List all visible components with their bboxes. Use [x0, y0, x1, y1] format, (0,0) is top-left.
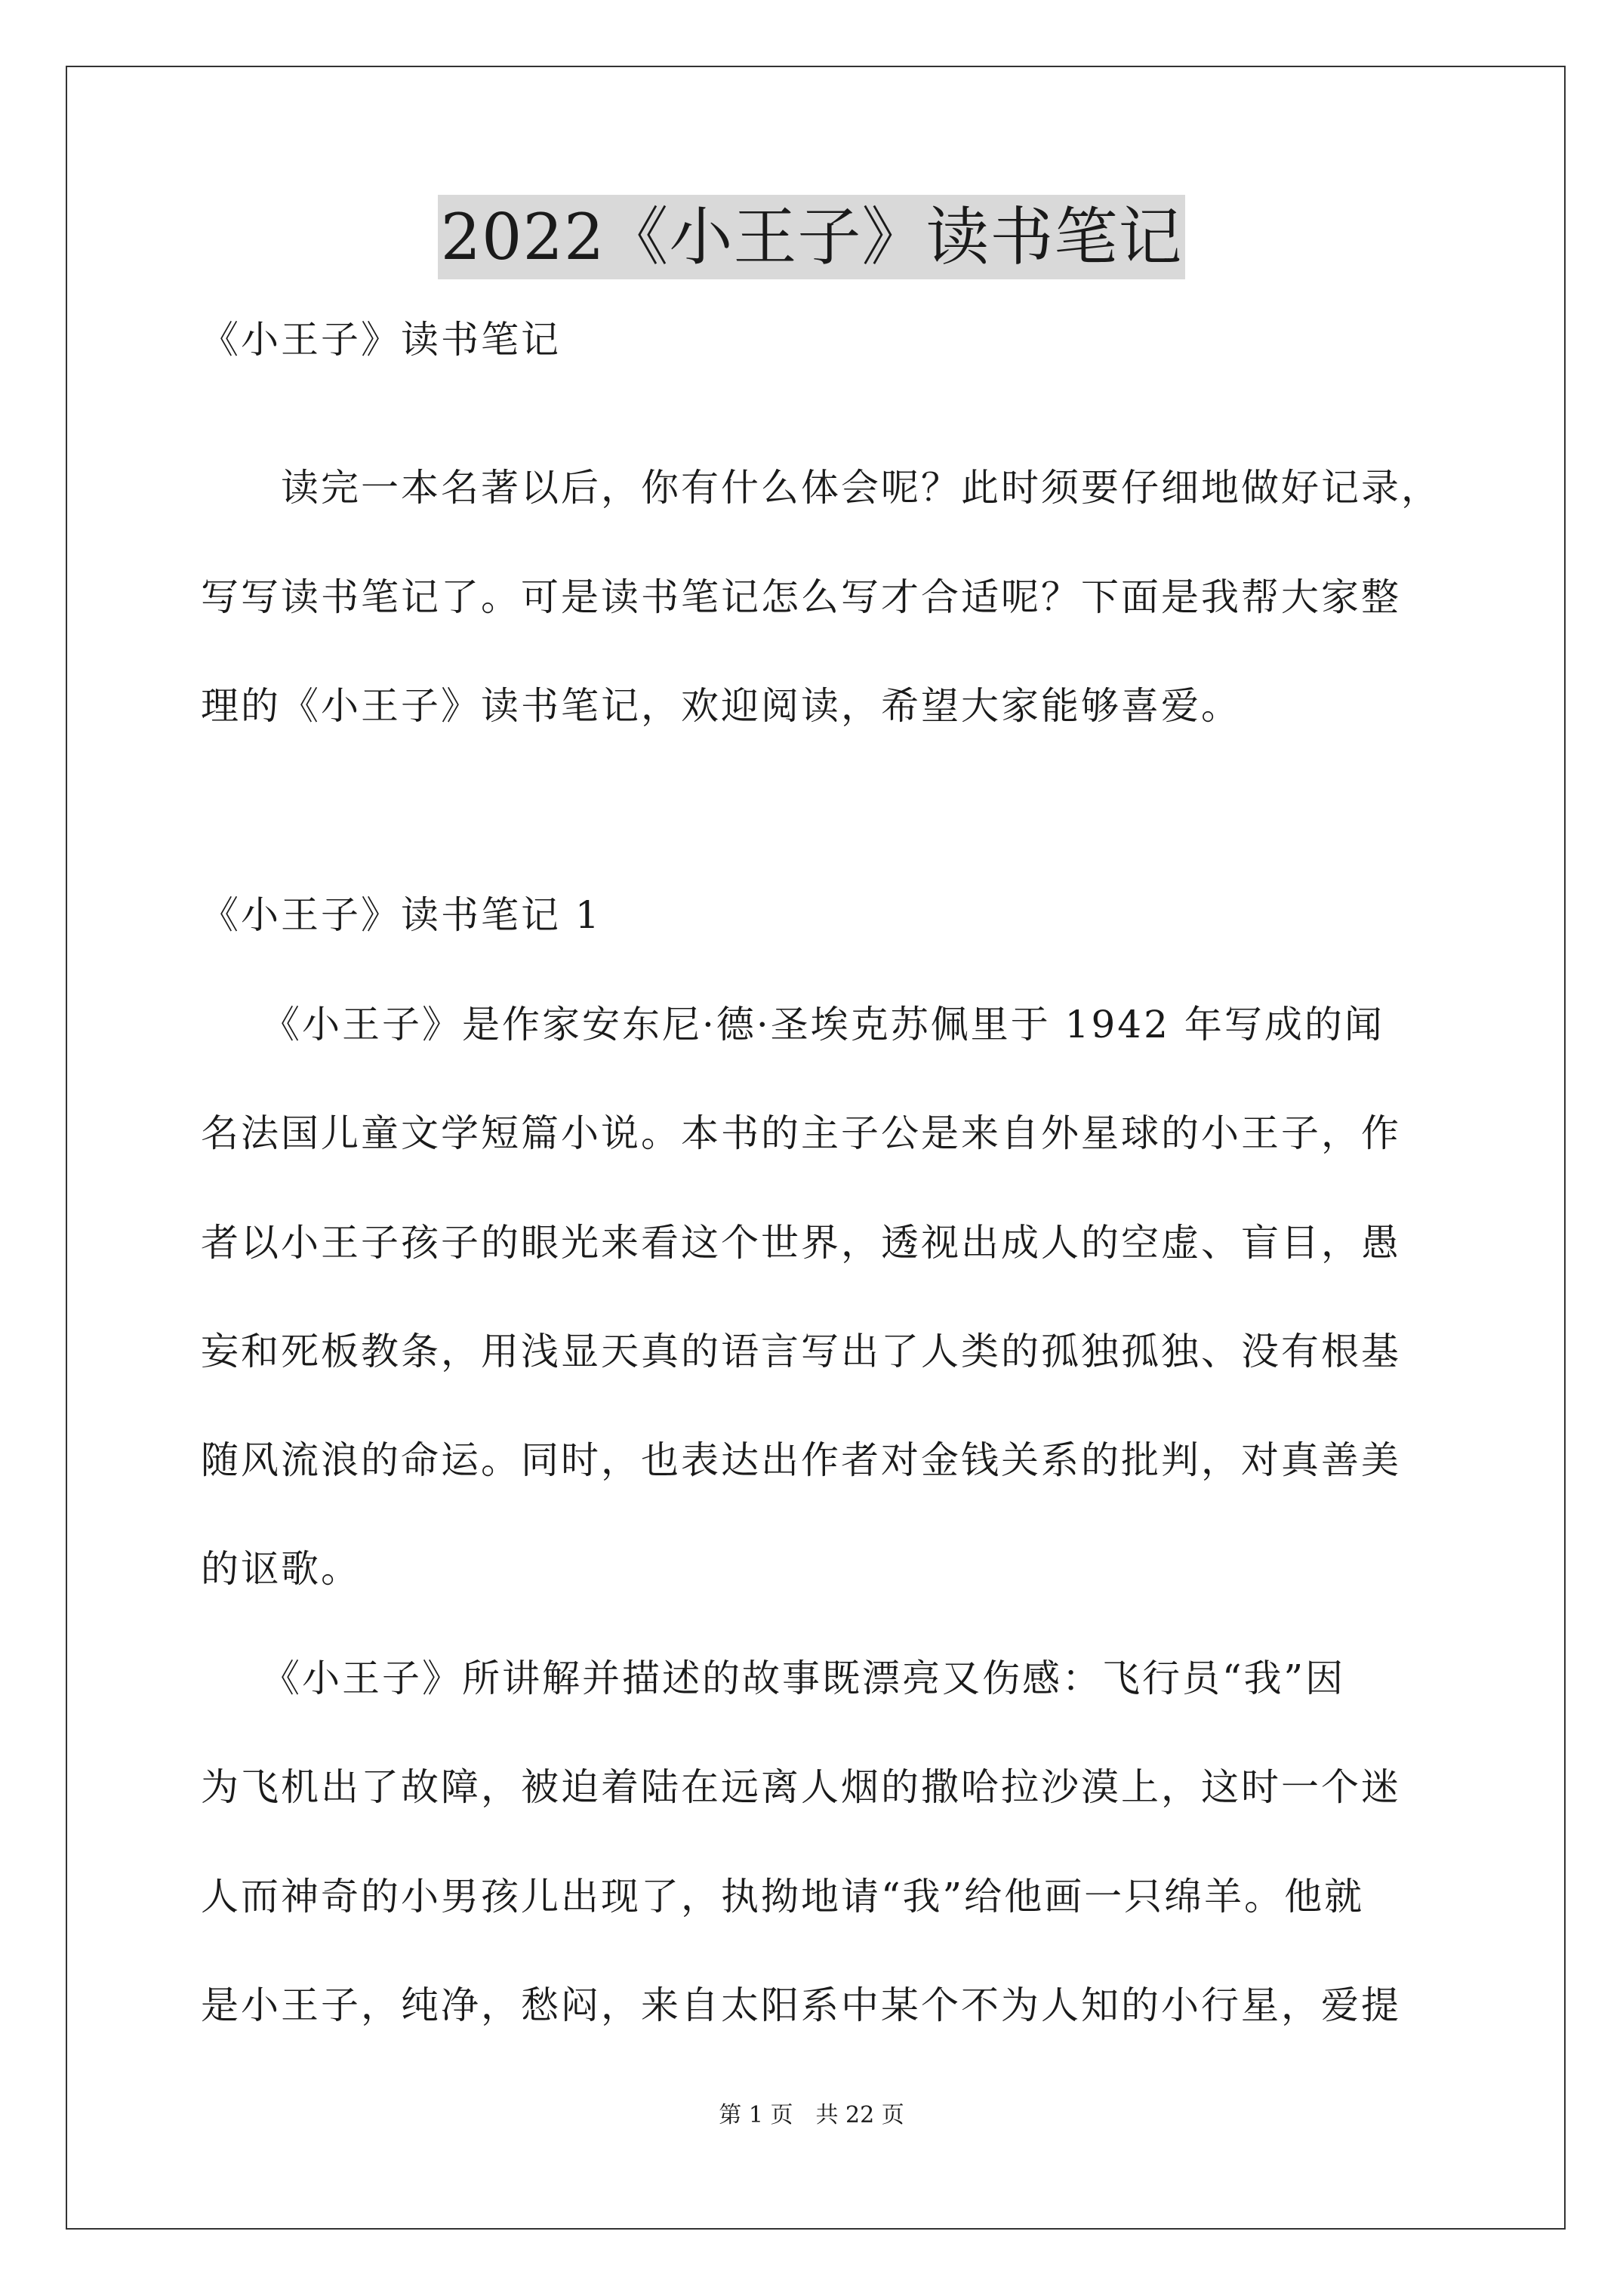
document-title: 2022《小王子》读书笔记	[438, 195, 1186, 279]
body-line: 的讴歌。	[201, 1547, 361, 1591]
body-line: 妄和死板教条，用浅显天真的语言写出了人类的孤独孤独、没有根基	[201, 1330, 1401, 1373]
title-container	[0, 195, 1623, 279]
body-line: 写写读书笔记了。可是读书笔记怎么写才合适呢？下面是我帮大家整	[201, 575, 1401, 619]
body-line: 读完一本名著以后，你有什么体会呢？此时须要仔细地做好记录，	[201, 466, 1441, 510]
subtitle-line: 《小王子》读书笔记	[201, 318, 561, 362]
body-line: 人而神奇的小男孩儿出现了，执拗地请“我”给他画一只绵羊。他就	[201, 1875, 1365, 1918]
body-line: 为飞机出了故障，被迫着陆在远离人烟的撒哈拉沙漠上，这时一个迷	[201, 1765, 1401, 1809]
body-line: 随风流浪的命运。同时，也表达出作者对金钱关系的批判，对真善美	[201, 1438, 1401, 1482]
body-line: 是小王子，纯净，愁闷，来自太阳系中某个不为人知的小行星，爱提	[201, 1983, 1401, 2027]
body-line: 理的《小王子》读书笔记，欢迎阅读，希望大家能够喜爱。	[201, 684, 1241, 728]
body-line: 者以小王子孩子的眼光来看这个世界，透视出成人的空虚、盲目，愚	[201, 1221, 1401, 1265]
body-line: 《小王子》是作家安东尼·德·圣埃克苏佩里于 1942 年写成的闻	[201, 1003, 1384, 1046]
body-line: 《小王子》所讲解并描述的故事既漂亮又伤感：飞行员“我”因	[201, 1657, 1346, 1700]
page-footer: 第 1 页 共 22 页	[719, 2102, 904, 2128]
body-line: 名法国儿童文学短篇小说。本书的主子公是来自外星球的小王子，作	[201, 1111, 1401, 1155]
section-heading: 《小王子》读书笔记 1	[201, 893, 602, 937]
